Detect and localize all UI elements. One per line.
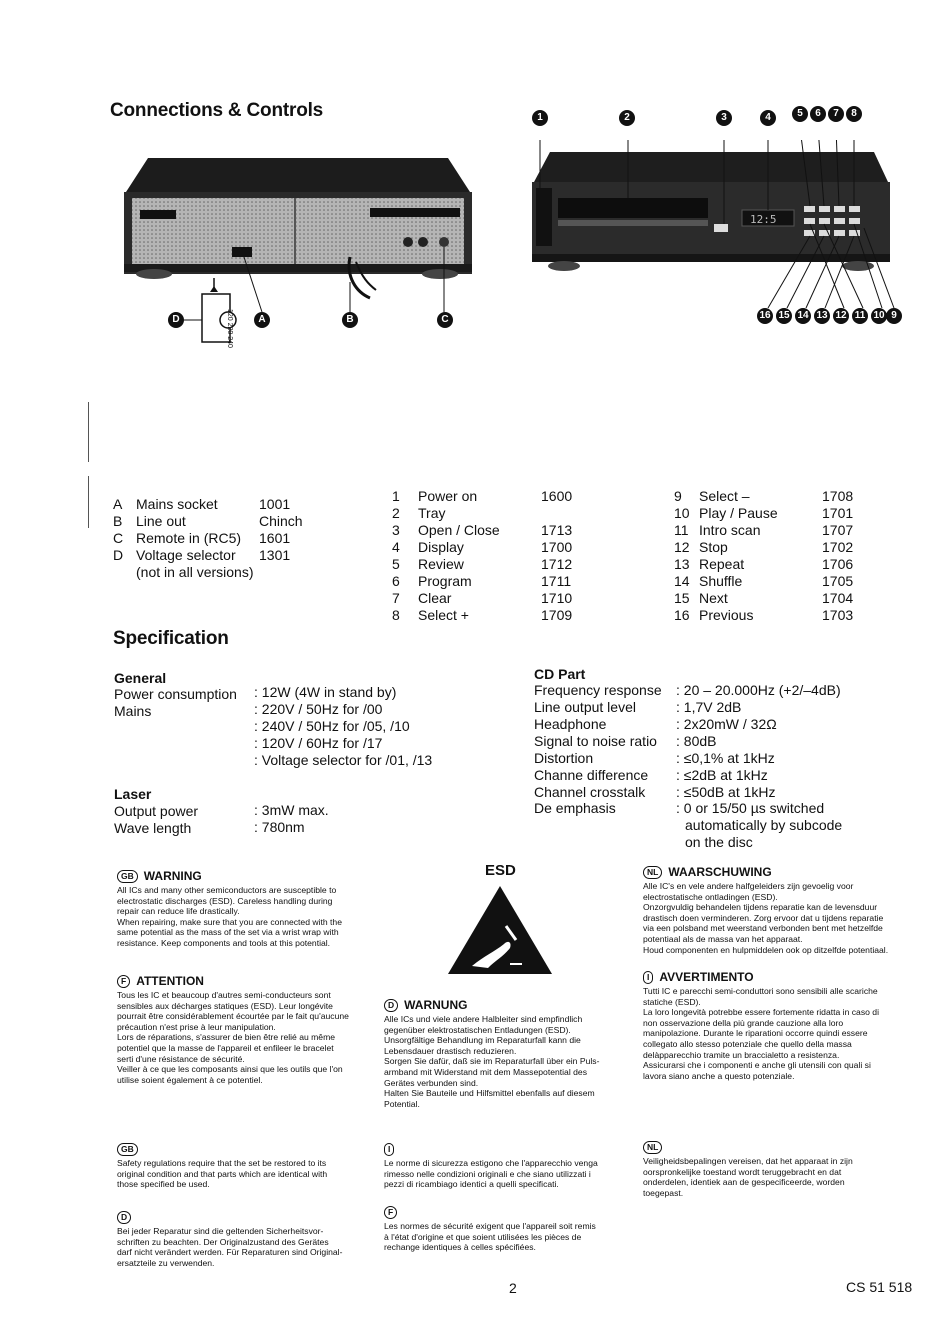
warning-text: All ICs and many other semiconductors are susceptible to electrostatic discharges (ESD). Careless handling during repair can reduce life drastically. When repairing, make sure that you are connected with the same potential as the mass of the set via a wrist wrap with resistance. Keep components and tools at this potential. xyxy=(117,885,342,948)
callout-16: 16 xyxy=(757,308,773,324)
control-num: 11 xyxy=(674,522,689,538)
spec-value: : Voltage selector for /01, /13 xyxy=(254,752,433,768)
spec-value: : 12W (4W in stand by) xyxy=(254,684,397,700)
control-code: 1709 xyxy=(541,607,573,623)
safety-nl xyxy=(643,1138,913,1198)
safety-text: Les normes de sécurité exigent que l'appareil soit remis à l'état d'origine et que soient utilisées les pièces de rechange identiques à celles spécifiées. xyxy=(384,1221,596,1253)
control-num: 1 xyxy=(392,488,400,504)
control-code: 1707 xyxy=(822,522,854,538)
control-name: Select – xyxy=(699,488,750,504)
spec-label: Mains xyxy=(114,703,152,719)
control-name: Program xyxy=(418,573,472,589)
connection-code: 1601 xyxy=(259,530,291,546)
callout-12: 12 xyxy=(833,308,849,324)
spec-value: : 1,7V 2dB xyxy=(676,699,742,715)
connection-key: A xyxy=(113,496,123,512)
spec-label: Frequency response xyxy=(534,682,662,698)
control-name: Next xyxy=(699,590,728,606)
spec-label: Headphone xyxy=(534,716,607,732)
safety-i xyxy=(384,1140,634,1190)
callout-14: 14 xyxy=(795,308,811,324)
connection-note: (not in all versions) xyxy=(136,564,254,580)
spec-label: Signal to noise ratio xyxy=(534,733,657,749)
control-name: Previous xyxy=(699,607,754,623)
spec-title: Specification xyxy=(113,628,229,649)
warning-text: Tutti IC e parecchi semi-conduttori sono sensibili alle scariche statiche (ESD). La loro longevità potrebbe essere fortemente ridatta in caso di non osservazione della più grande cauzione alla loro manipolazione. Durante le riparationi occorre quindi essere collegato allo stesso potenziale che quello della massa delàpparecchio tramite un braccialetto a resistenza. Assicurarsi che i componenti e anche gli utensili con quali si lavora siano anche a questo potenziale. xyxy=(643,986,879,1081)
spec-value: : 20 – 20.000Hz (+2/–4dB) xyxy=(676,682,841,698)
callout-3: 3 xyxy=(716,110,732,126)
spec-value: automatically by subcode xyxy=(685,817,843,833)
control-name: Select + xyxy=(418,607,469,623)
margin-mark xyxy=(88,402,89,462)
esd-warning-icon xyxy=(444,882,556,978)
safety-text: Le norme di sicurezza estigono che l'apparecchio venga rimesso nelle condizioni originali e che siano utilizzati i pezzi di ricambiago identici a quelli specificati. xyxy=(384,1158,598,1190)
spec-value: : 240V / 50Hz for /05, /10 xyxy=(254,718,410,734)
document-code: CS 51 518 xyxy=(846,1279,913,1295)
control-code: 1705 xyxy=(822,573,854,589)
callout-5: 5 xyxy=(792,106,808,122)
callout-6: 6 xyxy=(810,106,826,122)
safety-gb xyxy=(117,1140,377,1190)
callout-11: 11 xyxy=(852,308,868,324)
safety-text: Bei jeder Reparatur sind die geltenden Sicherheitsvor- schriften zu beachten. Der Originalzustand des Gerätes darf nicht verändert werden. Für Reparaturen sind Original- ersatzteile zu verwenden. xyxy=(117,1226,343,1268)
laser-heading: Laser xyxy=(114,786,152,802)
control-name: Display xyxy=(418,539,464,555)
warning-gb xyxy=(117,867,377,949)
control-code: 1708 xyxy=(822,488,854,504)
spec-label: De emphasis xyxy=(534,800,616,816)
control-name: Tray xyxy=(418,505,446,521)
control-num: 6 xyxy=(392,573,400,589)
control-num: 9 xyxy=(674,488,682,504)
connection-code: 1301 xyxy=(259,547,291,563)
callout-b: B xyxy=(342,312,358,328)
warning-nl xyxy=(643,863,913,955)
control-num: 12 xyxy=(674,539,690,555)
warning-text: Alle IC's en vele andere halfgeleiders zijn gevoelig voor electrostatische ontladingen (ESD). Onzorgvuldig behandelen tijdens reparatie kan de levensduur drastisch doen verminderen. Zorg ervoor dat u tijdens reparatie via een polsband met weerstand verbonden bent met hetzelfde potentiaal als de massa van het apparaat. Houd componenten en hulpmiddelen ook op ditzelfde potentiaal. xyxy=(643,881,889,955)
control-code: 1701 xyxy=(822,505,854,521)
connection-name: Voltage selector xyxy=(136,547,236,563)
control-name: Play / Pause xyxy=(699,505,778,521)
spec-value: : ≤0,1% at 1kHz xyxy=(676,750,775,766)
spec-value: : 780nm xyxy=(254,819,305,835)
callout-a: A xyxy=(254,312,270,328)
control-num: 13 xyxy=(674,556,690,572)
warning-title: WAARSCHUWING xyxy=(668,865,772,879)
spec-label: Wave length xyxy=(114,820,192,836)
control-num: 2 xyxy=(392,505,400,521)
callout-4: 4 xyxy=(760,110,776,126)
lang-badge-f: F xyxy=(117,975,130,988)
safety-d xyxy=(117,1208,377,1268)
general-heading: General xyxy=(114,670,167,686)
lang-badge-f: F xyxy=(384,1206,397,1219)
control-name: Review xyxy=(418,556,464,572)
control-name: Clear xyxy=(418,590,452,606)
warning-title: WARNING xyxy=(143,869,202,883)
control-num: 8 xyxy=(392,607,400,623)
lang-badge-i: I xyxy=(643,971,653,984)
spec-value: : 3mW max. xyxy=(254,802,329,818)
front-panel-illustration xyxy=(528,140,898,320)
callout-10: 10 xyxy=(871,308,887,324)
callout-15: 15 xyxy=(776,308,792,324)
spec-value: : 2x20mW / 32Ω xyxy=(676,716,777,732)
voltage-selector-label: 120 220 240 xyxy=(226,309,233,348)
callout-7: 7 xyxy=(828,106,844,122)
safety-text: Veiligheidsbepalingen vereisen, dat het apparaat in zijn oorspronkelijke toestand wordt teruggebracht en dat onderdelen, identiek aan de gespecificeerde, worden toegepast. xyxy=(643,1156,853,1198)
spec-value: : 120V / 60Hz for /17 xyxy=(254,735,383,751)
spec-value: : 220V / 50Hz for /00 xyxy=(254,701,383,717)
control-code: 1711 xyxy=(541,573,572,589)
control-name: Intro scan xyxy=(699,522,761,538)
connection-row xyxy=(113,496,122,513)
control-code: 1704 xyxy=(822,590,854,606)
spec-label: Channel crosstalk xyxy=(534,784,646,800)
spec-label: Line output level xyxy=(534,699,636,715)
control-name: Shuffle xyxy=(699,573,743,589)
spec-label: Power consumption xyxy=(114,686,237,702)
spec-value: : ≤50dB at 1kHz xyxy=(676,784,776,800)
spec-value: : 80dB xyxy=(676,733,717,749)
connection-key: D xyxy=(113,547,124,563)
safety-text: Safety regulations require that the set be restored to its original condition and that parts which are identical with those specified be used. xyxy=(117,1158,328,1190)
callout-9: 9 xyxy=(886,308,902,324)
warning-title: AVVERTIMENTO xyxy=(659,970,754,984)
connection-name: Line out xyxy=(136,513,186,529)
warning-f xyxy=(117,972,377,1085)
connection-key: C xyxy=(113,530,124,546)
page-number: 2 xyxy=(509,1280,517,1296)
safety-f xyxy=(384,1203,634,1253)
margin-mark xyxy=(88,476,89,528)
connection-code: Chinch xyxy=(259,513,303,529)
control-name: Power on xyxy=(418,488,478,504)
callout-8: 8 xyxy=(846,106,862,122)
warning-title: WARNUNG xyxy=(404,998,468,1012)
callout-c: C xyxy=(437,312,453,328)
control-code: 1702 xyxy=(822,539,854,555)
control-num: 4 xyxy=(392,539,400,555)
control-code: 1710 xyxy=(541,590,573,606)
control-name: Open / Close xyxy=(418,522,500,538)
control-code: 1700 xyxy=(541,539,573,555)
esd-label: ESD xyxy=(485,862,516,879)
control-code: 1712 xyxy=(541,556,573,572)
spec-value: on the disc xyxy=(685,834,753,850)
spec-value: : ≤2dB at 1kHz xyxy=(676,767,768,783)
warning-d xyxy=(384,996,634,1109)
cd-heading: CD Part xyxy=(534,666,586,682)
lang-badge-d: D xyxy=(384,999,398,1012)
page-title: Connections & Controls xyxy=(110,100,324,121)
connection-key: B xyxy=(113,513,123,529)
control-num: 5 xyxy=(392,556,400,572)
lang-badge-gb: GB xyxy=(117,1143,138,1156)
connection-code: 1001 xyxy=(259,496,291,512)
spec-label: Output power xyxy=(114,803,199,819)
control-name: Stop xyxy=(699,539,728,555)
control-num: 10 xyxy=(674,505,690,521)
control-num: 16 xyxy=(674,607,690,623)
lang-badge-d: D xyxy=(117,1211,131,1224)
control-num: 14 xyxy=(674,573,690,589)
callout-13: 13 xyxy=(814,308,830,324)
control-code: 1713 xyxy=(541,522,573,538)
callout-d: D xyxy=(168,312,184,328)
warning-text: Alle ICs und viele andere Halbleiter sind empfindlich gegenüber elektrostatischen Entladungen (ESD). Unsorgfältige Behandlung im Reparaturfall kann die Lebensdauer drastisch reduzieren. Sorgen Sie dafür, daß sie im Reparaturfall über ein Puls- armband mit Widerstand mit dem Massepotential des Gerätes verbunden sind. Halten Sie Bauteile und Hilfsmittel ebenfalls auf diesem Potential. xyxy=(384,1014,600,1109)
control-name: Repeat xyxy=(699,556,745,572)
connection-name: Mains socket xyxy=(136,496,218,512)
warning-title: ATTENTION xyxy=(136,974,204,988)
lang-badge-nl: NL xyxy=(643,866,662,879)
lang-badge-i: I xyxy=(384,1143,394,1156)
control-code: 1706 xyxy=(822,556,854,572)
warning-i xyxy=(643,968,913,1081)
svg-text:12:5: 12:5 xyxy=(750,213,777,226)
control-num: 15 xyxy=(674,590,690,606)
control-num: 7 xyxy=(392,590,400,606)
control-num: 3 xyxy=(392,522,400,538)
spec-value: : 0 or 15/50 µs switched xyxy=(676,800,825,816)
callout-2: 2 xyxy=(619,110,635,126)
connection-name: Remote in (RC5) xyxy=(136,530,242,546)
callout-1: 1 xyxy=(532,110,548,126)
lang-badge-gb: GB xyxy=(117,870,138,883)
lang-badge-nl: NL xyxy=(643,1141,662,1154)
spec-label: Channe difference xyxy=(534,767,649,783)
control-code: 1703 xyxy=(822,607,854,623)
spec-label: Distortion xyxy=(534,750,594,766)
control-code: 1600 xyxy=(541,488,573,504)
warning-text: Tous les IC et beaucoup d'autres semi-conducteurs sont sensibles aux décharges statiques (ESD). Leur longévite pourrait être considérablement écourtée par le fait qu'aucune précaution n'est prise à leur manipulation. Lors de réparations, s'assurer de bien être relié au même potentiel que la masse de l'appareil et enfileer le bracelet serti d'une résistance de sécurité. Veiller à ce que les composants ainsi que les outils que l'on utilise soient également à ce potentiel. xyxy=(117,990,349,1085)
